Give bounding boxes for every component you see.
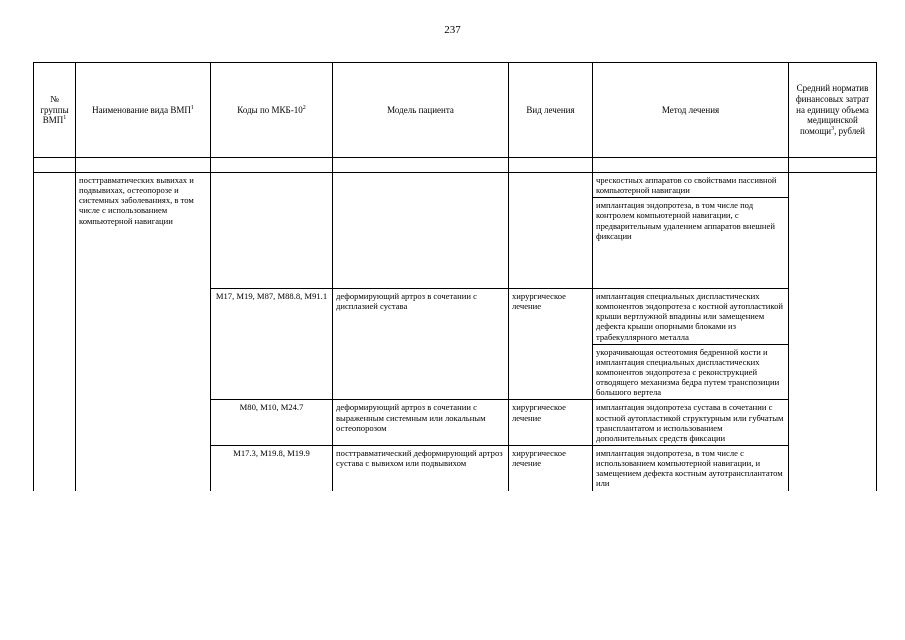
treatment-cell: хирургическое лечение [509, 400, 593, 446]
table-row [34, 173, 877, 289]
vmp-table [33, 62, 877, 491]
method-cell [593, 445, 789, 490]
codes-cell: M17.3, M19.8, M19.9 [211, 445, 333, 490]
method-cell [593, 289, 789, 400]
header-treatment-type: Вид лечения [509, 63, 593, 158]
method-item: имплантация эндопротеза, в том числе под контролем компьютерной навигации, с предварительным удалением аппаратов внешней фиксации [596, 200, 775, 241]
treatment-cell [509, 173, 593, 289]
header-group-no: № группы ВМП$^1$ [34, 63, 76, 158]
method-item: имплантация эндопротеза, в том числе с использованием компьютерной навигации, и замещением дефекта костным аутотрансплантатом или [596, 447, 783, 489]
header-name: Наименование вида ВМП$^1$ [76, 63, 211, 158]
codes-cell: M17, M19, M87, M88.8, M91.1 [211, 289, 333, 400]
page-number: 237 [444, 24, 461, 36]
model-cell: деформирующий артроз в сочетании с дисплазией сустава [333, 289, 509, 400]
model-cell [333, 173, 509, 289]
treatment-cell: хирургическое лечение [509, 289, 593, 400]
header-codes: Коды по МКБ-$10^2$ [211, 63, 333, 158]
cost-cell [789, 173, 877, 491]
method-item: имплантация специальных диспластических компонентов эндопротеза с костной аутопластикой крыши вертлужной впадины или замещением дефекта крыши опорными блоками из трабекуллярного металла [593, 289, 788, 345]
method-item: укорачивающая остеотомия бедренной кости и имплантация специальных диспластических компонентов эндопротеза с реконструкцией отводящего механизма бедра путем транспозиции большого вертела [596, 346, 780, 398]
method-item: чрескостных аппаратов со свойствами пассивной компьютерной навигации [593, 173, 788, 198]
header-method: Метод лечения [593, 63, 789, 158]
header-model: Модель пациента [333, 63, 509, 158]
method-cell [593, 173, 789, 289]
spacer-row [34, 158, 877, 173]
model-cell: деформирующий артроз в сочетании с выраженным системным или локальным остеопорозом [333, 400, 509, 446]
method-item: имплантация эндопротеза сустава в сочетании с костной аутопластикой структурным или губчатым трансплантатом и использованием дополнительных средств фиксации [596, 402, 784, 443]
header-cost: Средний норматив финансовых затрат на единицу объема медицинской помощи$^3$, рублей [789, 63, 877, 158]
method-cell [593, 400, 789, 446]
model-cell: посттравматический деформирующий артроз сустава с вывихом или подвывихом [333, 445, 509, 490]
treatment-cell: хирургическое лечение [509, 445, 593, 490]
codes-cell: M80, M10, M24.7 [211, 400, 333, 446]
header-row [34, 63, 877, 158]
group-no-cell [34, 173, 76, 491]
codes-cell [211, 173, 333, 289]
vmp-name-cell: посттравматических вывихах и подвывихах, остеопорозе и системных заболеваниях, в том числе с использованием компьютерной навигации [76, 173, 211, 491]
